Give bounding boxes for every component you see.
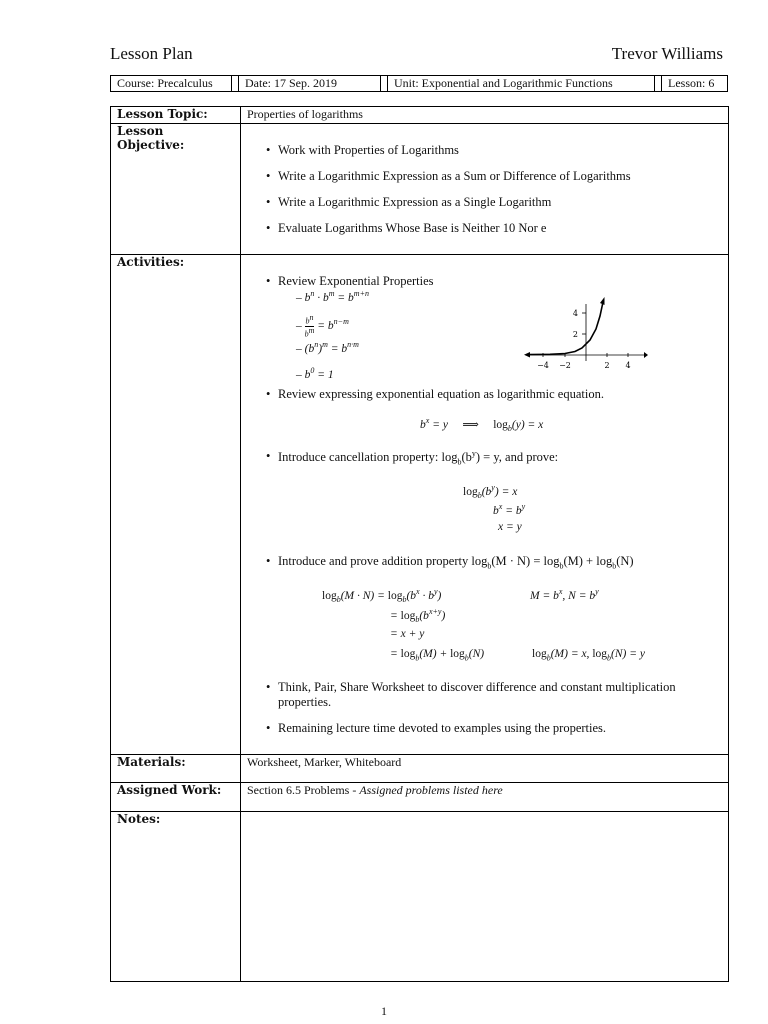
proof-line: = x + y xyxy=(390,628,425,640)
course-info-bar xyxy=(110,75,728,92)
exponential-graph xyxy=(520,296,650,372)
materials-label: Materials: xyxy=(111,755,241,783)
y-tick-label: 4 xyxy=(572,309,578,318)
activity-item: • Review Exponential Properties xyxy=(278,274,434,289)
x-tick-label: 2 xyxy=(604,361,610,370)
x-tick-label: −4 xyxy=(537,361,549,370)
activity-item: • Introduce cancellation property: $\log_b(b^y) = y$, and prove: xyxy=(278,449,558,467)
assigned-label: Assigned Work: xyxy=(111,783,241,812)
objective-item: • Evaluate Logarithms Whose Base is Neither 10 Nor e xyxy=(278,221,546,236)
date-field: Date: 17 Sep. 2019 xyxy=(239,76,381,91)
activity-item: • Introduce and prove addition property $\log_b(M \cdot N) = \log_b(M) + \log_b(N)$ xyxy=(278,554,634,571)
exp-property: – $b^n$ $b^m = b^{n-m}$ xyxy=(296,313,349,339)
proof-line: = $\log_b(b^{x+y})$ xyxy=(390,607,446,625)
assigned-value: Section 6.5 Problems - xyxy=(247,783,360,797)
proof-line: = $\log_b(M) + \log_b(N)$ xyxy=(390,648,485,663)
document-title: Lesson Plan xyxy=(110,44,193,63)
proof-line: $\log_b(b^y) = x$ xyxy=(463,483,518,501)
objective-item: • Write a Logarithmic Expression as a Single Logarithm xyxy=(278,195,551,210)
x-tick-label: −2 xyxy=(559,361,571,370)
materials-value: Worksheet, Marker, Whiteboard xyxy=(241,755,729,783)
exp-property: – $(b^n)^m = b^{n\cdot m}$ xyxy=(296,340,359,355)
assigned-cell xyxy=(241,783,729,812)
objective-item: • Write a Logarithmic Expression as a Sum or Difference of Logarithms xyxy=(278,169,631,184)
lesson-field: Lesson: 6 xyxy=(668,76,715,90)
unit-field: Unit: Exponential and Logarithmic Functions xyxy=(388,76,655,91)
notes-label: Notes: xyxy=(111,812,241,982)
curve-top-arrow xyxy=(600,297,605,305)
page-number: 1 xyxy=(381,1004,387,1018)
notes-cell xyxy=(241,812,729,982)
exp-property: – $b^n \cdot b^m = b^{m+n}$ xyxy=(296,289,369,304)
info-spacer xyxy=(232,76,239,91)
activity-item: • Remaining lecture time devoted to examples using the properties. xyxy=(278,721,606,736)
x-tick-label: 4 xyxy=(625,361,631,370)
course-field: Course: Precalculus xyxy=(111,76,232,91)
info-spacer xyxy=(655,76,662,91)
topic-value: Properties of logarithms xyxy=(241,107,729,124)
topic-label: Lesson Topic: xyxy=(111,107,241,124)
x-axis-arrow xyxy=(644,352,648,358)
exp-property: – $b^0 = 1$ xyxy=(296,366,334,381)
y-tick-label: 2 xyxy=(572,330,578,339)
exp-curve xyxy=(528,302,603,355)
curve-left-arrow xyxy=(524,352,530,358)
proof-note: $\log_b(M) = x$, $\log_b(N) = y$ xyxy=(532,648,645,663)
exp-log-equivalence: $b^x = y$ ⟹ $\log_b(y) = x$ xyxy=(420,416,544,434)
lesson-table xyxy=(110,106,729,982)
info-spacer xyxy=(381,76,388,91)
proof-line: $\log_b(M \cdot N) = \log_b(b^x \cdot b^y)$ xyxy=(322,587,442,605)
assigned-italic: Assigned problems listed here xyxy=(359,783,503,797)
objective-label: Lesson Objective: xyxy=(111,124,241,255)
proof-line: x = y xyxy=(498,521,522,533)
activities-label: Activities: xyxy=(111,255,241,755)
author-name: Trevor Williams xyxy=(611,44,723,63)
activity-item: • Think, Pair, Share Worksheet to discover difference and constant multiplication properties. xyxy=(278,680,718,710)
objective-item: • Work with Properties of Logarithms xyxy=(278,143,459,158)
proof-line: $b^x = b^y$ xyxy=(493,502,526,517)
proof-note: $M = b^x$, $N = b^y$ xyxy=(530,587,599,602)
activity-item: • Review expressing exponential equation as logarithmic equation. xyxy=(278,387,604,402)
